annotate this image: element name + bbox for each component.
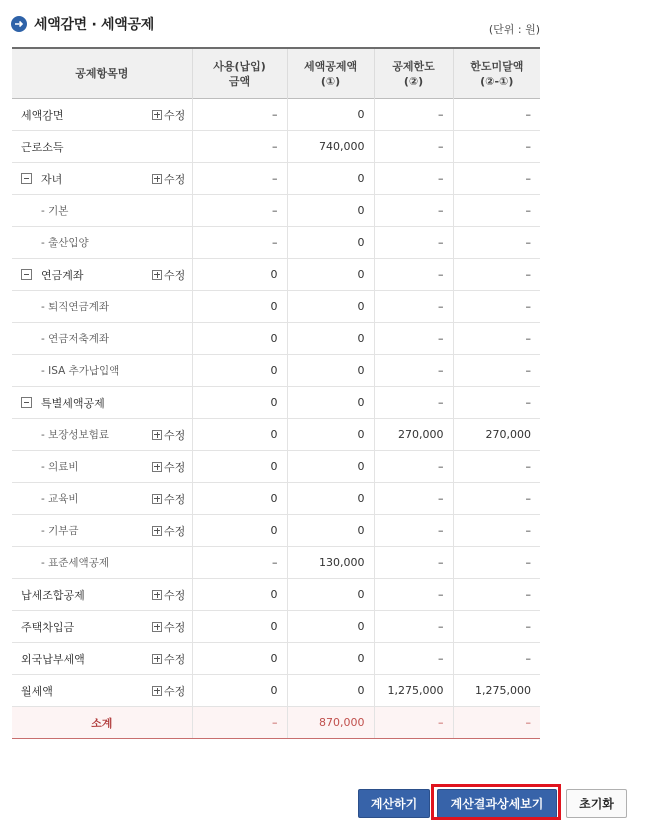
edit-label: 수정 bbox=[164, 428, 186, 442]
row-label: - 의료비 bbox=[41, 461, 79, 473]
cell-amount: – bbox=[192, 131, 287, 163]
cell-credit: 0 bbox=[287, 675, 374, 707]
table-row bbox=[12, 163, 540, 195]
cell-credit: 0 bbox=[287, 291, 374, 323]
tax-credit-table bbox=[12, 47, 540, 739]
col-header-item: 공제항목명 bbox=[12, 48, 192, 99]
row-edit-cell bbox=[150, 259, 192, 291]
cell-amount: 0 bbox=[192, 611, 287, 643]
cell-limit: – bbox=[374, 195, 453, 227]
col-header-amount: 사용(납입) 금액 bbox=[192, 48, 287, 99]
edit-label: 수정 bbox=[164, 108, 186, 122]
row-label-cell bbox=[12, 451, 150, 483]
table-row bbox=[12, 291, 540, 323]
edit-button[interactable] bbox=[152, 171, 185, 187]
table-row bbox=[12, 451, 540, 483]
total-row bbox=[12, 707, 540, 739]
row-edit-cell bbox=[150, 131, 192, 163]
cell-credit: 740,000 bbox=[287, 131, 374, 163]
row-label: - 기본 bbox=[41, 205, 69, 217]
view-calculation-detail-button[interactable]: 계산결과상세보기 bbox=[437, 789, 557, 818]
edit-button[interactable] bbox=[152, 427, 185, 443]
row-edit-cell bbox=[150, 643, 192, 675]
cell-limit: – bbox=[374, 483, 453, 515]
row-edit-cell bbox=[150, 387, 192, 419]
col-header-limit: 공제한도 (②) bbox=[374, 48, 453, 99]
table-row bbox=[12, 99, 540, 131]
edit-button[interactable] bbox=[152, 107, 185, 123]
row-label: 주택차입금 bbox=[21, 620, 75, 634]
section-header bbox=[11, 12, 154, 36]
cell-limit: – bbox=[374, 451, 453, 483]
cell-limit: 1,275,000 bbox=[374, 675, 453, 707]
row-label: 특별세액공제 bbox=[41, 396, 105, 410]
cell-limit: – bbox=[374, 547, 453, 579]
edit-label: 수정 bbox=[164, 652, 186, 666]
row-label-cell bbox=[12, 611, 150, 643]
cell-amount: – bbox=[192, 195, 287, 227]
row-label-cell bbox=[12, 323, 150, 355]
row-edit-cell bbox=[150, 611, 192, 643]
cell-shortfall: – bbox=[453, 611, 540, 643]
row-edit-cell bbox=[150, 419, 192, 451]
cell-amount: 0 bbox=[192, 291, 287, 323]
plus-square-icon bbox=[152, 430, 162, 440]
cell-shortfall: 1,275,000 bbox=[453, 675, 540, 707]
cell-limit: – bbox=[374, 131, 453, 163]
row-label-cell bbox=[12, 99, 150, 131]
cell-credit: 0 bbox=[287, 579, 374, 611]
row-label: - ISA 추가납입액 bbox=[41, 365, 120, 377]
row-label-cell bbox=[12, 643, 150, 675]
table-row bbox=[12, 259, 540, 291]
cell-credit: 0 bbox=[287, 611, 374, 643]
table-row bbox=[12, 675, 540, 707]
cell-amount: – bbox=[192, 227, 287, 259]
row-label: - 표준세액공제 bbox=[41, 557, 109, 569]
edit-button[interactable] bbox=[152, 459, 185, 475]
row-label: - 보장성보험료 bbox=[41, 429, 109, 441]
row-label: 세액감면 bbox=[21, 108, 64, 122]
cell-credit: 0 bbox=[287, 227, 374, 259]
table-row bbox=[12, 131, 540, 163]
row-label-cell bbox=[12, 675, 150, 707]
table-row bbox=[12, 483, 540, 515]
row-edit-cell bbox=[150, 195, 192, 227]
row-edit-cell bbox=[150, 99, 192, 131]
calculate-button[interactable]: 계산하기 bbox=[358, 789, 430, 818]
row-label-cell bbox=[12, 227, 150, 259]
table-row bbox=[12, 643, 540, 675]
edit-button[interactable] bbox=[152, 651, 185, 667]
row-label: - 퇴직연금계좌 bbox=[41, 301, 109, 313]
cell-credit: 0 bbox=[287, 355, 374, 387]
cell-shortfall: – bbox=[453, 227, 540, 259]
unit-label: (단위 : 원) bbox=[488, 23, 540, 36]
cell-limit: 270,000 bbox=[374, 419, 453, 451]
row-edit-cell bbox=[150, 675, 192, 707]
cell-amount: – bbox=[192, 163, 287, 195]
edit-label: 수정 bbox=[164, 588, 186, 602]
cell-credit: 0 bbox=[287, 99, 374, 131]
arrow-right-circle-icon bbox=[11, 16, 27, 32]
reset-button[interactable]: 초기화 bbox=[566, 789, 627, 818]
cell-shortfall: – bbox=[453, 483, 540, 515]
cell-shortfall: – bbox=[453, 195, 540, 227]
cell-shortfall: – bbox=[453, 323, 540, 355]
edit-button[interactable] bbox=[152, 491, 185, 507]
cell-shortfall: – bbox=[453, 451, 540, 483]
row-label-cell bbox=[12, 163, 150, 195]
row-label: 연금계좌 bbox=[41, 268, 84, 282]
row-edit-cell bbox=[150, 355, 192, 387]
cell-shortfall: – bbox=[453, 387, 540, 419]
edit-label: 수정 bbox=[164, 492, 186, 506]
cell-amount: 0 bbox=[192, 259, 287, 291]
row-label: 외국납부세액 bbox=[21, 652, 85, 666]
collapse-toggle-icon[interactable] bbox=[21, 397, 32, 408]
cell-limit: – bbox=[374, 515, 453, 547]
row-label-cell bbox=[12, 515, 150, 547]
row-label: - 교육비 bbox=[41, 493, 79, 505]
cell-amount: – bbox=[192, 547, 287, 579]
cell-credit: 0 bbox=[287, 643, 374, 675]
row-label-cell bbox=[12, 291, 150, 323]
cell-amount: 0 bbox=[192, 515, 287, 547]
cell-credit: 0 bbox=[287, 451, 374, 483]
cell-shortfall: – bbox=[453, 163, 540, 195]
row-label: 납세조합공제 bbox=[21, 588, 85, 602]
cell-credit: 0 bbox=[287, 163, 374, 195]
row-label-cell bbox=[12, 195, 150, 227]
plus-square-icon bbox=[152, 622, 162, 632]
cell-amount: 0 bbox=[192, 323, 287, 355]
cell-limit: – bbox=[374, 387, 453, 419]
cell-amount: 0 bbox=[192, 643, 287, 675]
edit-label: 수정 bbox=[164, 268, 186, 282]
table-row bbox=[12, 227, 540, 259]
table-row bbox=[12, 579, 540, 611]
edit-label: 수정 bbox=[164, 620, 186, 634]
edit-button[interactable] bbox=[152, 683, 185, 699]
row-label-cell bbox=[12, 579, 150, 611]
cell-amount: – bbox=[192, 99, 287, 131]
cell-amount: 0 bbox=[192, 579, 287, 611]
table-header-row bbox=[12, 48, 540, 99]
cell-credit: 0 bbox=[287, 515, 374, 547]
cell-limit: – bbox=[374, 227, 453, 259]
cell-amount: 0 bbox=[192, 483, 287, 515]
table-row bbox=[12, 547, 540, 579]
table-row bbox=[12, 515, 540, 547]
cell-amount: 0 bbox=[192, 675, 287, 707]
cell-shortfall: – bbox=[453, 579, 540, 611]
cell-amount: 0 bbox=[192, 355, 287, 387]
cell-amount: 0 bbox=[192, 419, 287, 451]
total-limit: – bbox=[374, 707, 453, 739]
table-row bbox=[12, 611, 540, 643]
col-header-shortfall: 한도미달액 (②-①) bbox=[453, 48, 540, 99]
row-edit-cell bbox=[150, 579, 192, 611]
row-edit-cell bbox=[150, 291, 192, 323]
cell-shortfall: – bbox=[453, 259, 540, 291]
plus-square-icon bbox=[152, 270, 162, 280]
plus-square-icon bbox=[152, 110, 162, 120]
row-label: 근로소득 bbox=[21, 140, 64, 154]
cell-shortfall: – bbox=[453, 547, 540, 579]
row-label-cell bbox=[12, 259, 150, 291]
cell-limit: – bbox=[374, 163, 453, 195]
total-label: 소계 bbox=[12, 707, 192, 739]
row-edit-cell bbox=[150, 227, 192, 259]
table-row bbox=[12, 419, 540, 451]
cell-limit: – bbox=[374, 611, 453, 643]
table-row bbox=[12, 323, 540, 355]
cell-credit: 130,000 bbox=[287, 547, 374, 579]
cell-limit: – bbox=[374, 579, 453, 611]
cell-limit: – bbox=[374, 291, 453, 323]
cell-shortfall: – bbox=[453, 131, 540, 163]
row-label-cell bbox=[12, 131, 150, 163]
highlight-box bbox=[431, 784, 561, 820]
row-label-cell bbox=[12, 387, 150, 419]
row-edit-cell bbox=[150, 483, 192, 515]
edit-button[interactable] bbox=[152, 619, 185, 635]
edit-label: 수정 bbox=[164, 524, 186, 538]
cell-shortfall: 270,000 bbox=[453, 419, 540, 451]
row-edit-cell bbox=[150, 323, 192, 355]
table-row bbox=[12, 387, 540, 419]
table-row bbox=[12, 195, 540, 227]
edit-button[interactable] bbox=[152, 587, 185, 603]
row-edit-cell bbox=[150, 547, 192, 579]
cell-shortfall: – bbox=[453, 355, 540, 387]
cell-shortfall: – bbox=[453, 643, 540, 675]
row-label: 월세액 bbox=[21, 684, 53, 698]
row-label-cell bbox=[12, 419, 150, 451]
cell-credit: 0 bbox=[287, 195, 374, 227]
row-label: 자녀 bbox=[41, 172, 63, 186]
edit-button[interactable] bbox=[152, 267, 185, 283]
total-shortfall: – bbox=[453, 707, 540, 739]
table-row bbox=[12, 355, 540, 387]
row-label-cell bbox=[12, 355, 150, 387]
row-edit-cell bbox=[150, 163, 192, 195]
row-label: - 연금저축계좌 bbox=[41, 333, 109, 345]
collapse-toggle-icon[interactable] bbox=[21, 269, 32, 280]
cell-credit: 0 bbox=[287, 419, 374, 451]
plus-square-icon bbox=[152, 494, 162, 504]
cell-credit: 0 bbox=[287, 323, 374, 355]
row-label-cell bbox=[12, 547, 150, 579]
row-label: - 기부금 bbox=[41, 525, 79, 537]
plus-square-icon bbox=[152, 526, 162, 536]
cell-shortfall: – bbox=[453, 515, 540, 547]
section-title: 세액감면 · 세액공제 bbox=[34, 17, 154, 33]
edit-label: 수정 bbox=[164, 460, 186, 474]
edit-label: 수정 bbox=[164, 684, 186, 698]
cell-limit: – bbox=[374, 355, 453, 387]
cell-shortfall: – bbox=[453, 291, 540, 323]
plus-square-icon bbox=[152, 654, 162, 664]
cell-amount: 0 bbox=[192, 387, 287, 419]
row-edit-cell bbox=[150, 515, 192, 547]
row-label-cell bbox=[12, 483, 150, 515]
collapse-toggle-icon[interactable] bbox=[21, 173, 32, 184]
plus-square-icon bbox=[152, 174, 162, 184]
row-edit-cell bbox=[150, 451, 192, 483]
edit-button[interactable] bbox=[152, 523, 185, 539]
edit-label: 수정 bbox=[164, 172, 186, 186]
cell-limit: – bbox=[374, 323, 453, 355]
row-label: - 출산입양 bbox=[41, 237, 89, 249]
cell-credit: 0 bbox=[287, 259, 374, 291]
cell-limit: – bbox=[374, 643, 453, 675]
cell-credit: 0 bbox=[287, 387, 374, 419]
cell-limit: – bbox=[374, 99, 453, 131]
plus-square-icon bbox=[152, 462, 162, 472]
total-credit: 870,000 bbox=[287, 707, 374, 739]
total-amount: – bbox=[192, 707, 287, 739]
plus-square-icon bbox=[152, 590, 162, 600]
col-header-credit: 세액공제액 (①) bbox=[287, 48, 374, 99]
cell-credit: 0 bbox=[287, 483, 374, 515]
cell-amount: 0 bbox=[192, 451, 287, 483]
cell-limit: – bbox=[374, 259, 453, 291]
cell-shortfall: – bbox=[453, 99, 540, 131]
plus-square-icon bbox=[152, 686, 162, 696]
